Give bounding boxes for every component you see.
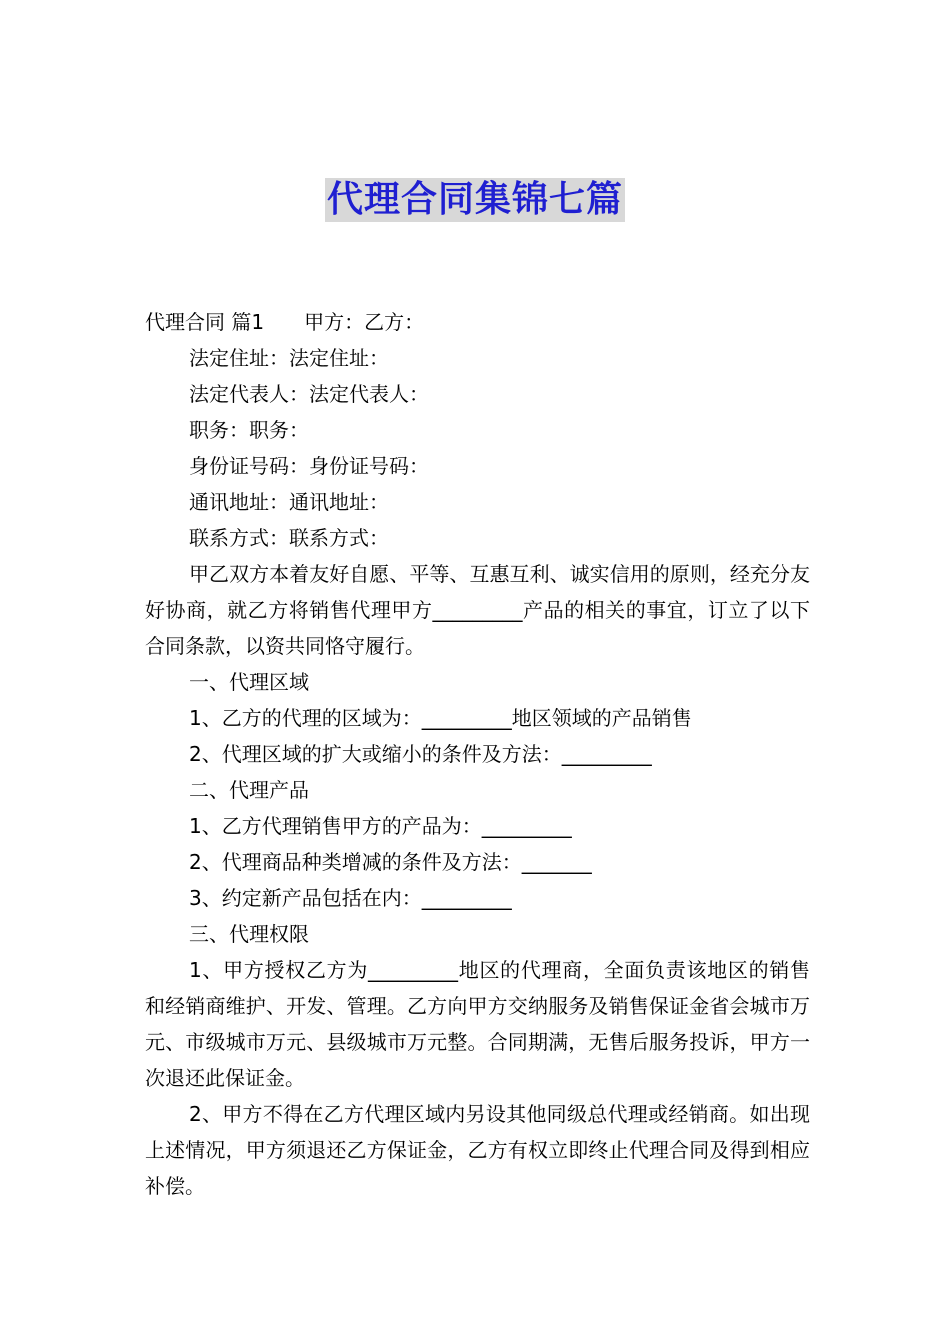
section2-item: 3、约定新产品包括在内：_________	[189, 886, 512, 910]
field-position: 职务：职务：	[189, 418, 309, 442]
section1-heading: 一、代理区域	[189, 670, 309, 694]
contract-heading: 代理合同 篇1	[145, 310, 265, 334]
section2-item: 2、代理商品种类增减的条件及方法：_______	[189, 850, 592, 874]
title-container	[0, 178, 950, 222]
header-line	[145, 304, 810, 340]
section1-item: 1、乙方的代理的区域为：_________地区领域的产品销售	[189, 706, 692, 730]
field-legal-rep: 法定代表人：法定代表人：	[189, 382, 429, 406]
section2-item: 1、乙方代理销售甲方的产品为：_________	[189, 814, 572, 838]
intro-paragraph: 甲乙双方本着友好自愿、平等、互惠互利、诚实信用的原则，经充分友好协商，就乙方将销售代理甲方_________产品的相关的事宜，订立了以下合同条款，以资共同恪守履行。	[145, 562, 810, 658]
field-contact: 联系方式：联系方式：	[189, 526, 389, 550]
document-body	[145, 304, 810, 1204]
section3-item: 2、甲方不得在乙方代理区域内另设其他同级总代理或经销商。如出现上述情况，甲方须退还乙方保证金，乙方有权立即终止代理合同及得到相应补偿。	[145, 1102, 810, 1198]
section3-item: 1、甲方授权乙方为_________地区的代理商，全面负责该地区的销售和经销商维护、开发、管理。乙方向甲方交纳服务及销售保证金省会城市万元、市级城市万元、县级城市万元整。合同期满，无售后服务投诉，甲方一次退还此保证金。	[145, 958, 810, 1090]
field-mail-address: 通讯地址：通讯地址：	[189, 490, 389, 514]
section1-item: 2、代理区域的扩大或缩小的条件及方法：_________	[189, 742, 652, 766]
section3-heading: 三、代理权限	[189, 922, 309, 946]
parties-line: 甲方：乙方：	[304, 310, 425, 334]
section2-heading: 二、代理产品	[189, 778, 309, 802]
document-title: 代理合同集锦七篇	[326, 179, 623, 220]
field-id-number: 身份证号码：身份证号码：	[189, 454, 429, 478]
field-address: 法定住址：法定住址：	[189, 346, 389, 370]
